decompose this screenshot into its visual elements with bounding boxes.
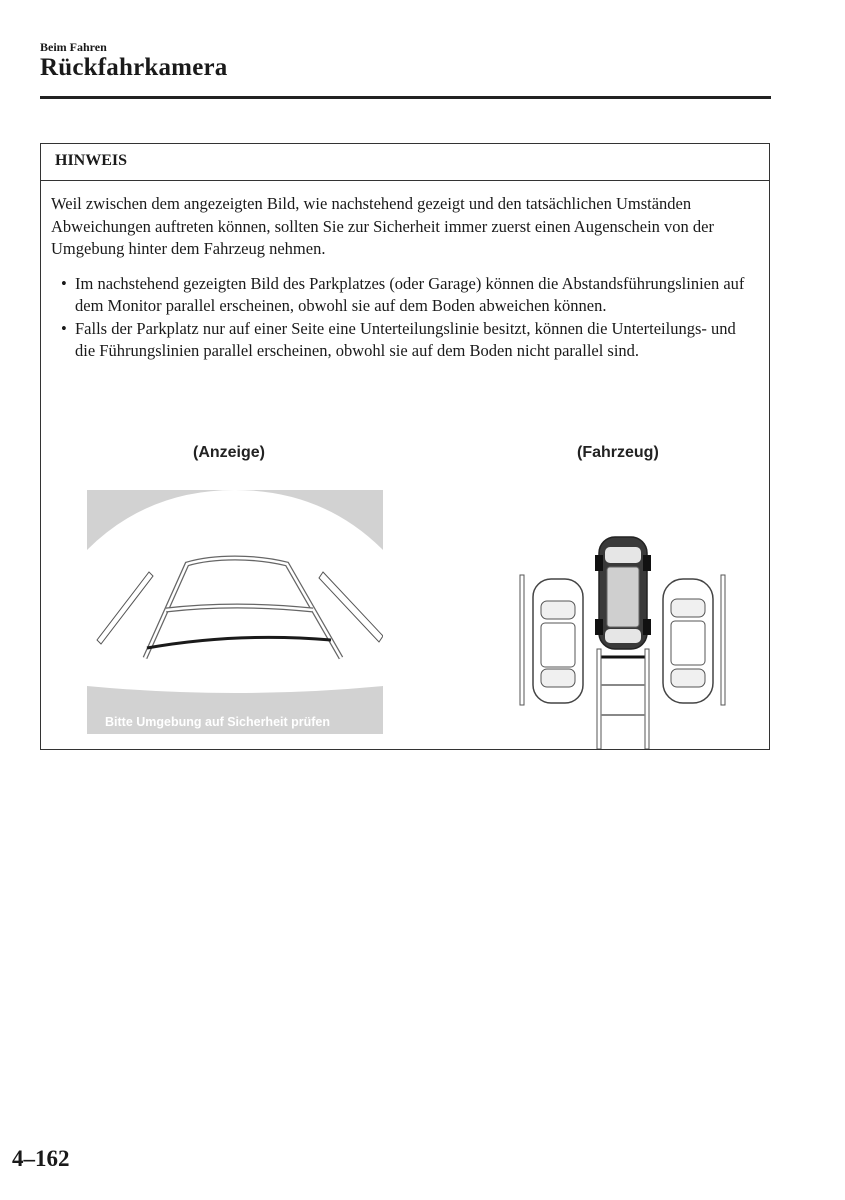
guide-line-left xyxy=(597,649,601,749)
vehicle-parking-illustration xyxy=(511,519,731,749)
page-number: 4–162 xyxy=(12,1146,70,1171)
parked-car-left xyxy=(533,579,583,703)
list-item xyxy=(61,273,759,318)
display-caption: (Anzeige) xyxy=(193,444,265,461)
list-item xyxy=(61,318,759,363)
parked-car-right xyxy=(663,579,713,703)
left-divider-line xyxy=(520,575,524,705)
vehicle-caption: (Fahrzeug) xyxy=(577,444,659,461)
section-label: Beim Fahren xyxy=(40,40,107,54)
camera-display-illustration xyxy=(87,490,383,734)
bullet-icon: • xyxy=(61,273,67,293)
bullet-icon: • xyxy=(61,318,67,338)
notice-intro: Weil zwischen dem angezeigten Bild, wie nachstehend gezeigt und den tatsächlichen Umständen Abweichungen auftreten können, sollten Sie zur Sicherheit immer zuerst einen Augenschein von der Umgebung hinter dem Fahrzeug nehmen. xyxy=(51,194,715,258)
guide-line-right xyxy=(645,649,649,749)
notice-bullets xyxy=(61,273,759,363)
bullet-text: Falls der Parkplatz nur auf einer Seite eine Unterteilungslinie besitzt, können die Unterteilungs- und die Führungslinien parallel erscheinen, obwohl sie auf dem Boden nicht parallel sind. xyxy=(75,318,736,360)
own-vehicle xyxy=(595,537,651,649)
page-title: Rückfahrkamera xyxy=(40,54,228,81)
title-rule xyxy=(40,96,771,99)
right-divider-line xyxy=(721,575,725,705)
notice-box xyxy=(40,143,770,750)
bullet-text: Im nachstehend gezeigten Bild des Parkplatzes (oder Garage) können die Abstandsführungslinien auf dem Monitor parallel erscheinen, obwohl sie auf dem Boden abweichen können. xyxy=(75,273,745,315)
notice-heading: HINWEIS xyxy=(41,144,769,181)
screen-message: Bitte Umgebung auf Sicherheit prüfen xyxy=(105,715,331,729)
